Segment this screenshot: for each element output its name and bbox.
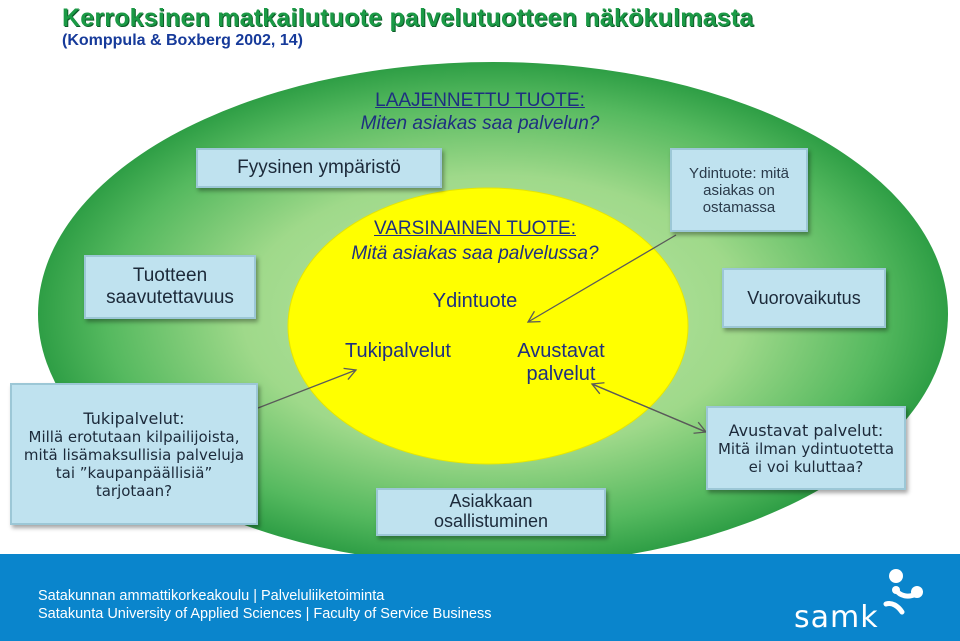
samk-logo [790,564,940,636]
footer-bar [0,554,960,641]
assisting-description-box [706,406,906,490]
support-desc-line3: mitä lisämaksullisia palveluja [23,445,245,464]
assisting-services-line2: palvelut [526,363,596,385]
support-desc-line1: Tukipalvelut: [83,408,185,428]
physical-environment-label: Fyysinen ympäristö [237,157,401,178]
samk-logo-text: samk [794,600,879,635]
interaction-box [722,268,886,328]
core-desc-line1: Ydintuote: mitä [688,164,790,182]
participation-line1: Asiakkaan [449,491,533,512]
core-description-box [670,148,808,232]
actual-product-heading: VARSINAINEN TUOTE: [374,218,576,239]
support-desc-line2: Millä erotutaan kilpailijoista, [28,427,240,446]
assist-desc-line2: Mitä ilman ydintuotetta [717,439,895,458]
participation-box [376,488,606,536]
core-desc-line3: ostamassa [702,198,776,216]
actual-product-question: Mitä asiakas saa palvelussa? [351,243,599,264]
core-desc-line2: asiakas on [703,181,775,199]
physical-environment-box [196,148,442,188]
page-title: Kerroksinen matkailutuote palvelutuotteen näkökulmasta [62,4,754,32]
accessibility-line2: saavutettavuus [106,287,234,308]
support-services-label: Tukipalvelut [345,340,451,362]
interaction-label: Vuorovaikutus [747,287,861,308]
accessibility-line1: Tuotteen [132,265,208,286]
footer-line-1: Satakunnan ammattikorkeakoulu | Palveluliiketoiminta [38,588,385,604]
support-desc-line5: tarjotaan? [95,481,173,500]
footer-line-2: Satakunta University of Applied Sciences | Faculty of Service Business [38,606,492,622]
page-subtitle: (Komppula & Boxberg 2002, 14) [62,32,303,49]
assisting-services-line1: Avustavat [517,340,605,362]
extended-product-question: Miten asiakas saa palvelun? [360,113,600,134]
support-desc-line4: tai ”kaupanpäällisiä” [55,463,213,482]
participation-line2: osallistuminen [433,511,549,531]
accessibility-box [84,255,256,319]
core-product-label: Ydintuote [432,290,518,312]
support-description-box [10,383,258,525]
assisting-services-label [486,340,636,386]
assist-desc-line3: ei voi kuluttaa? [748,457,864,476]
assist-desc-line1: Avustavat palvelut: [728,420,884,440]
extended-product-heading: LAAJENNETTU TUOTE: [375,90,585,111]
